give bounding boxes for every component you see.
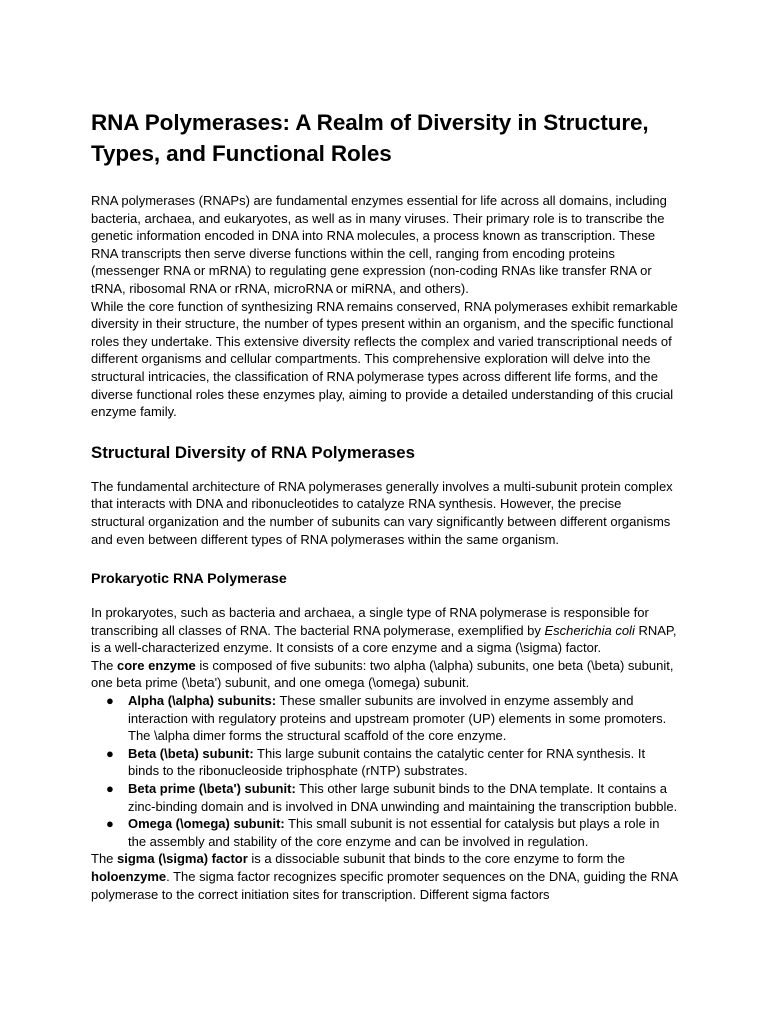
core-enzyme-paragraph — [91, 657, 678, 692]
subunit-description: These smaller subunits are involved in enzyme assembly and interaction with regulatory proteins and upstream promoter (UP) elements in some promoters. The \alpha dimer forms the structural scaffold of the core enzyme. — [128, 693, 667, 744]
text-run: The — [91, 657, 118, 673]
bold-term: holoenzyme — [91, 869, 167, 884]
document-title: RNA Polymerases: A Realm of Diversity in Structure, Types, and Functional Roles — [91, 110, 649, 166]
subunit-description: This large subunit contains the catalytic center for RNA synthesis. It binds to the ribonucleoside triphosphate (rNTP) substrates. — [128, 745, 646, 779]
intro-paragraph-2: While the core function of synthesizing RNA remains conserved, RNA polymerases exhibit remarkable diversity in their structure, the number of types present within an organism, and the specific functional roles they undertake. This extensive diversity reflects the complex and varied transcriptional needs of different organisms and cellular compartments. This comprehensive exploration will delve into the structural intricacies, the classification of RNA polymerase types across different life forms, and the diverse functional roles these enzymes play, aiming to provide a detailed understanding of this crucial enzyme family. — [91, 298, 678, 420]
section-heading-structural-diversity: Structural Diversity of RNA Polymerases — [91, 442, 415, 462]
list-item — [91, 780, 678, 815]
subunit-description: This other large subunit binds to the DNA template. It contains a zinc-binding domain and is involved in DNA unwinding and maintaining the transcription bubble. — [128, 781, 678, 814]
subunit-name: Beta (\beta) subunit: — [128, 745, 254, 761]
text-run: RNAP, is a well-characterized enzyme. It consists of a core enzyme and a sigma (\sigma) factor. — [91, 622, 677, 656]
sigma-factor-paragraph — [91, 850, 678, 903]
bullet-icon: ● — [106, 816, 114, 832]
subunit-name: Beta prime (\beta') subunit: — [128, 781, 296, 797]
text-run: In prokaryotes, such as bacteria and archaea, a single type of RNA polymerase is responsible for transcribing all classes of RNA. The bacterial RNA polymerase, exemplified by — [91, 605, 649, 638]
subunit-name: Alpha (\alpha) subunits: — [128, 693, 277, 709]
text-run: The — [91, 851, 118, 867]
list-item — [91, 692, 678, 745]
bold-term: sigma (\sigma) factor — [117, 851, 248, 867]
subunit-list — [91, 692, 678, 850]
subunit-name: Omega (\omega) subunit: — [128, 816, 285, 832]
intro-paragraph-1: RNA polymerases (RNAPs) are fundamental enzymes essential for life across all domains, including bacteria, archaea, and eukaryotes, as well as in many viruses. Their primary role is to transcribe the genetic information encoded in DNA into RNA molecules, a process known as transcription. These RNA transcripts then serve diverse functions within the cell, ranging from encoding proteins (messenger RNA or mRNA) to regulating gene expression (non-coding RNAs like transfer RNA or tRNA, ribosomal RNA or rRNA, microRNA or miRNA, and others). — [91, 193, 667, 296]
text-run: is composed of five subunits: two alpha (\alpha) subunits, one beta (\beta) subunit, one beta prime (\beta') subunit, and one omega (\omega) subunit. — [91, 657, 674, 691]
species-name: Escherichia coli — [544, 622, 635, 638]
text-run: . The sigma factor recognizes specific promoter sequences on the DNA, guiding the RNA polymerase to the correct initiation sites for transcription. Different sigma factors — [91, 869, 678, 902]
subsection-heading-prokaryotic: Prokaryotic RNA Polymerase — [91, 571, 287, 588]
bullet-icon: ● — [106, 693, 114, 709]
bullet-icon: ● — [106, 745, 114, 761]
bold-term: core enzyme — [117, 657, 196, 673]
structural-diversity-paragraph: The fundamental architecture of RNA polymerases generally involves a multi-subunit protein complex that interacts with DNA and ribonucleotides to catalyze RNA synthesis. However, the precise structural organization and the number of subunits can vary significantly between different organisms and even between different types of RNA polymerases within the same organism. — [91, 478, 673, 547]
subunit-description: This small subunit is not essential for catalysis but plays a role in the assembly and stability of the core enzyme and can be involved in regulation. — [128, 816, 660, 849]
list-item — [91, 815, 678, 850]
prokaryotic-paragraph-1 — [91, 604, 678, 657]
list-item — [91, 745, 678, 780]
text-run: is a dissociable subunit that binds to the core enzyme to form the — [247, 851, 625, 867]
bullet-icon: ● — [106, 781, 114, 797]
